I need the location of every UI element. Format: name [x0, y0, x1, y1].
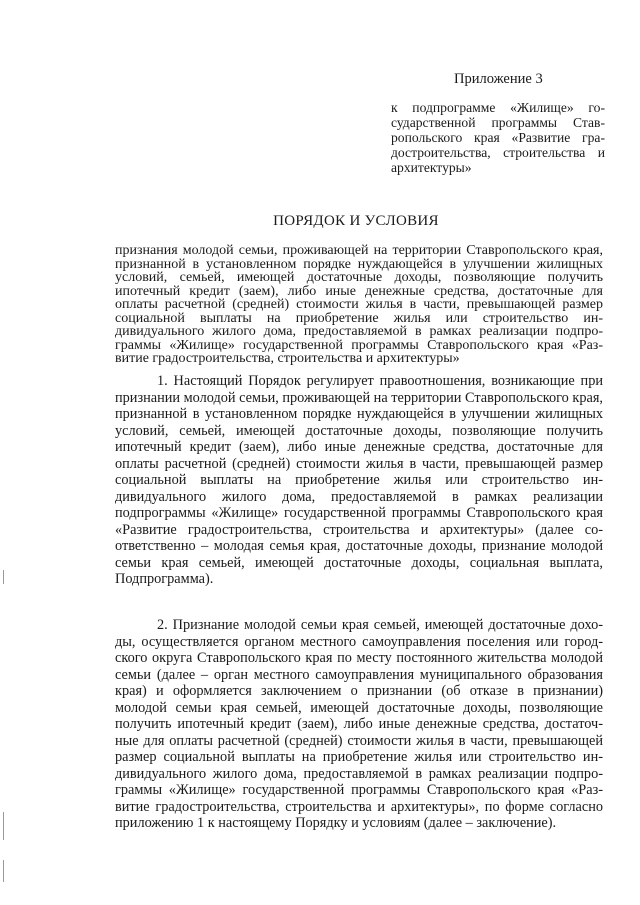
paragraph-2: 2. Признание молодой семьи края семьей, имеющей достаточные доходы, осуществляется органом местного самоуправления поселения или городского округа Ставропольского края по месту постоянного жительства молодой семьи (далее – орган местного самоуправления муниципального образования края) и оформляется заключением о признании (об отказе в признании) молодой семьи края семьей, имеющей достаточные доходы, позволяющие получить ипотечный кредит (заем), либо иные денежные средства, достаточные для оплаты расчетной (средней) стоимости жилья в части, превышающей размер социальной выплаты на приобретение жилья или строительство индивидуального жилого дома, предоставляемой в рамках реализации подпрограммы «Жилище» государственной программы Ставропольского края «Развитие градостроительства, строительства и архитектуры», по форме согласно приложению 1 к настоящему Порядку и условиям (далее – заключение).	[115, 617, 603, 831]
appendix-reference: к подпрограмме «Жилище» государственной программы Ставропольского края «Развитие градостроительства, строительства и архитектуры»	[391, 100, 605, 175]
scan-margin-mark	[3, 570, 4, 584]
appendix-title: Приложение 3	[454, 71, 543, 87]
scan-margin-mark	[3, 860, 4, 882]
scan-margin-mark	[3, 812, 4, 840]
document-subtitle: признания молодой семьи, проживающей на территории Ставропольского края, признанной в установленном порядке нуждающейся в улучшении жилищных условий, семьей, имеющей достаточные доходы, позволяющие получить ипотечный кредит (заем), либо иные денежные средства, достаточные для оплаты расчетной (средней) стоимости жилья в части, превышающей размер социальной выплаты на приобретение жилья или строительство индивидуального жилого дома, предоставляемой в рамках реализации подпрограммы «Жилище» государственной программы Ставропольского края «Развитие градостроительства, строительства и архитектуры»	[115, 243, 603, 366]
paragraph-1: 1. Настоящий Порядок регулирует правоотношения, возникающие при признании молодой семьи, проживающей на территории Ставропольского края, признанной в установленном порядке нуждающейся в улучшении жилищных условий, семьей, имеющей достаточные доходы, позволяющие получить ипотечный кредит (заем), либо иные денежные средства, достаточные для оплаты расчетной (средней) стоимости жилья в части, превышающей размер социальной выплаты на приобретение жилья или строительство индивидуального жилого дома, предоставляемой в рамках реализации подпрограммы «Жилище» государственной программы Ставропольского края «Развитие градостроительства, строительства и архитектуры» (далее соответственно – молодая семья края, достаточные доходы, признание молодой семьи края семьей, имеющей достаточные доходы, социальная выплата, Подпрограмма).	[115, 373, 603, 587]
document-title: ПОРЯДОК И УСЛОВИЯ	[273, 213, 439, 229]
